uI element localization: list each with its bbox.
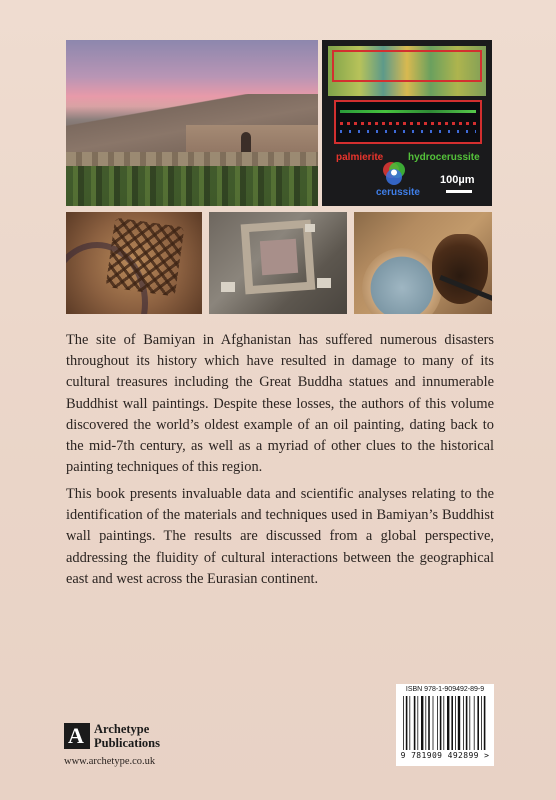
barcode-bar	[440, 696, 442, 750]
scale-bar	[446, 190, 472, 193]
archetype-logo-icon	[64, 723, 90, 749]
halo-painting-photo	[354, 212, 492, 314]
barcode-bar	[455, 696, 456, 750]
barcode-bar	[477, 696, 479, 750]
barcode-bar	[481, 696, 482, 750]
description-paragraph-1: The site of Bamiyan in Afghanistan has suffered numerous disasters throughout its history which have resulted in damage to many of its cultural treasures including the Great Buddha statues and innumerable Buddhist wall paintings. Despite these losses, the authors of this volume discovered the world’s oldest example of an oil painting, dating back to the mid-7th century, as well as a myriad of other clues to the historical painting techniques of this region.	[66, 332, 494, 476]
cerussite-label: cerussite	[376, 187, 420, 198]
barcode-bar	[406, 696, 408, 750]
barcode-bar	[417, 696, 418, 750]
barcode-bar	[458, 696, 460, 750]
barcode-bar	[484, 696, 486, 750]
frame-center	[260, 239, 298, 275]
palmierite-label: palmierite	[336, 152, 384, 163]
barcode-bar	[425, 696, 426, 750]
barcode-bar	[447, 696, 449, 750]
publisher-name-line-2: Publications	[94, 736, 160, 750]
barcode-bar	[451, 696, 453, 750]
barcode-digits: 9 781909 492899 >	[400, 751, 490, 760]
isbn-label: ISBN 978-1-909492-89-9	[405, 686, 485, 693]
ceiling-fragment-photo	[209, 212, 347, 314]
barcode-bar	[463, 696, 464, 750]
barcode-bar	[403, 696, 404, 750]
barcode-bar	[433, 696, 434, 750]
barcode-bars	[402, 696, 488, 750]
barcode-bar	[421, 696, 423, 750]
rubble-chip	[305, 224, 315, 232]
description-paragraph-2: This book presents invaluable data and scientific analyses relating to the identification of the materials and techniques used in Bamiyan’s Buddhist wall paintings. The results are discussed from a global perspective, addressing the fluidity of cultural interactions between the geographical east and west across the Eurasian continent.	[66, 486, 494, 587]
rubble-chip	[317, 278, 331, 288]
painted-halo	[362, 248, 442, 314]
green-band	[340, 110, 476, 113]
barcode-bar	[414, 696, 416, 750]
barcode-bar	[466, 696, 468, 750]
barcode-bar	[409, 696, 410, 750]
barcode-bar	[443, 696, 444, 750]
rgb-venn-icon	[380, 160, 408, 188]
blue-band	[340, 130, 476, 133]
barcode-bar	[469, 696, 470, 750]
tree-line	[66, 166, 318, 206]
microscopy-figure	[322, 40, 492, 206]
lattice-pattern	[105, 217, 184, 296]
logo-letter: A	[68, 723, 84, 748]
bamiyan-valley-photo	[66, 40, 318, 206]
red-band	[340, 122, 476, 125]
scale-label: 100µm	[440, 174, 475, 186]
isbn-barcode	[396, 684, 494, 766]
lattice-painting-photo	[66, 212, 202, 314]
element-map-image	[334, 100, 482, 144]
barcode-bar	[474, 696, 475, 750]
publisher-url: www.archetype.co.uk	[64, 756, 156, 767]
rubble-chip	[221, 282, 235, 292]
village-strip	[66, 152, 318, 166]
publisher-name-line-1: Archetype	[94, 722, 150, 736]
barcode-bar	[437, 696, 438, 750]
hydrocerussite-label: hydrocerussite	[408, 152, 480, 163]
cross-section-frame	[332, 50, 482, 82]
barcode-bar	[428, 696, 430, 750]
